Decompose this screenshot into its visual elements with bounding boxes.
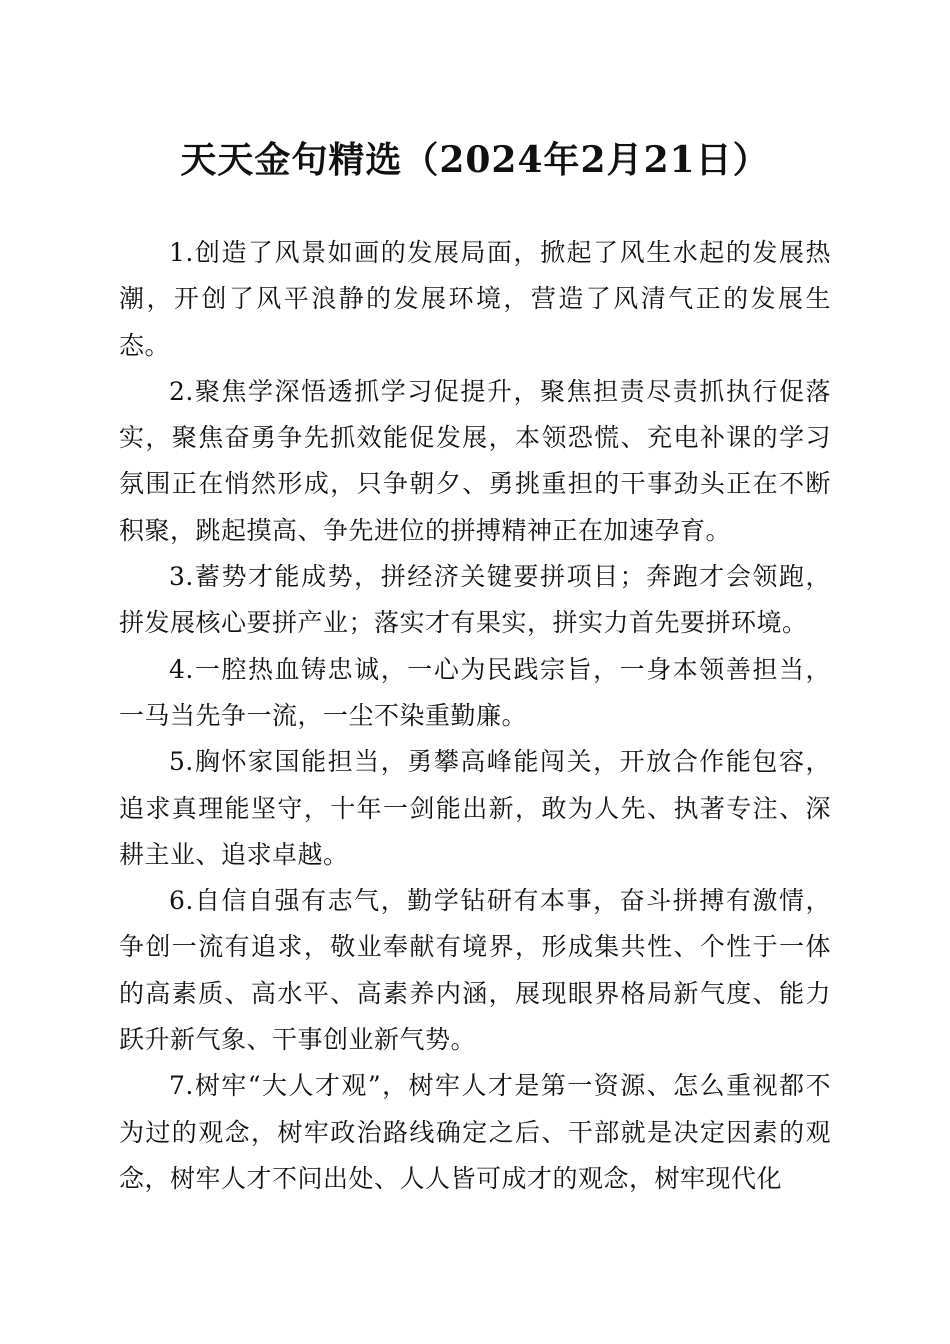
paragraph-4: 4.一腔热血铸忠诚，一心为民践宗旨，一身本领善担当，一马当先争一流，一尘不染重勤廉。 bbox=[119, 654, 831, 730]
document-title: 天天金句精选（2024年2月21日） bbox=[180, 139, 770, 181]
paragraph-7: 7.树牢“大人才观”，树牢人才是第一资源、怎么重视都不为过的观念，树牢政治路线确定之后、干部就是决定因素的观念，树牢人才不问出处、人人皆可成才的观念，树牢现代化 bbox=[119, 1071, 831, 1193]
paragraph-6: 6.自信自强有志气，勤学钻研有本事，奋斗拼搏有激情，争创一流有追求，敬业奉献有境界，形成集共性、个性于一体的高素质、高水平、高素养内涵，展现眼界格局新气度、能力跃升新气象、干事创业新气势。 bbox=[119, 886, 831, 1055]
paragraph-5: 5.胸怀家国能担当，勇攀高峰能闯关，开放合作能包容，追求真理能坚守，十年一剑能出新，敢为人先、执著专注、深耕主业、追求卓越。 bbox=[119, 747, 831, 869]
paragraph-3: 3.蓄势才能成势，拼经济关键要拼项目；奔跑才会领跑，拼发展核心要拼产业；落实才有果实，拼实力首先要拼环境。 bbox=[119, 562, 831, 638]
paragraph-1: 1.创造了风景如画的发展局面，掀起了风生水起的发展热潮，开创了风平浪静的发展环境，营造了风清气正的发展生态。 bbox=[119, 238, 831, 360]
paragraph-2: 2.聚焦学深悟透抓学习促提升，聚焦担责尽责抓执行促落实，聚焦奋勇争先抓效能促发展，本领恐慌、充电补课的学习氛围正在悄然形成，只争朝夕、勇挑重担的干事劲头正在不断积聚，跳起摸高、争先进位的拼搏精神正在加速孕育。 bbox=[119, 376, 831, 545]
document-body bbox=[119, 230, 831, 1202]
